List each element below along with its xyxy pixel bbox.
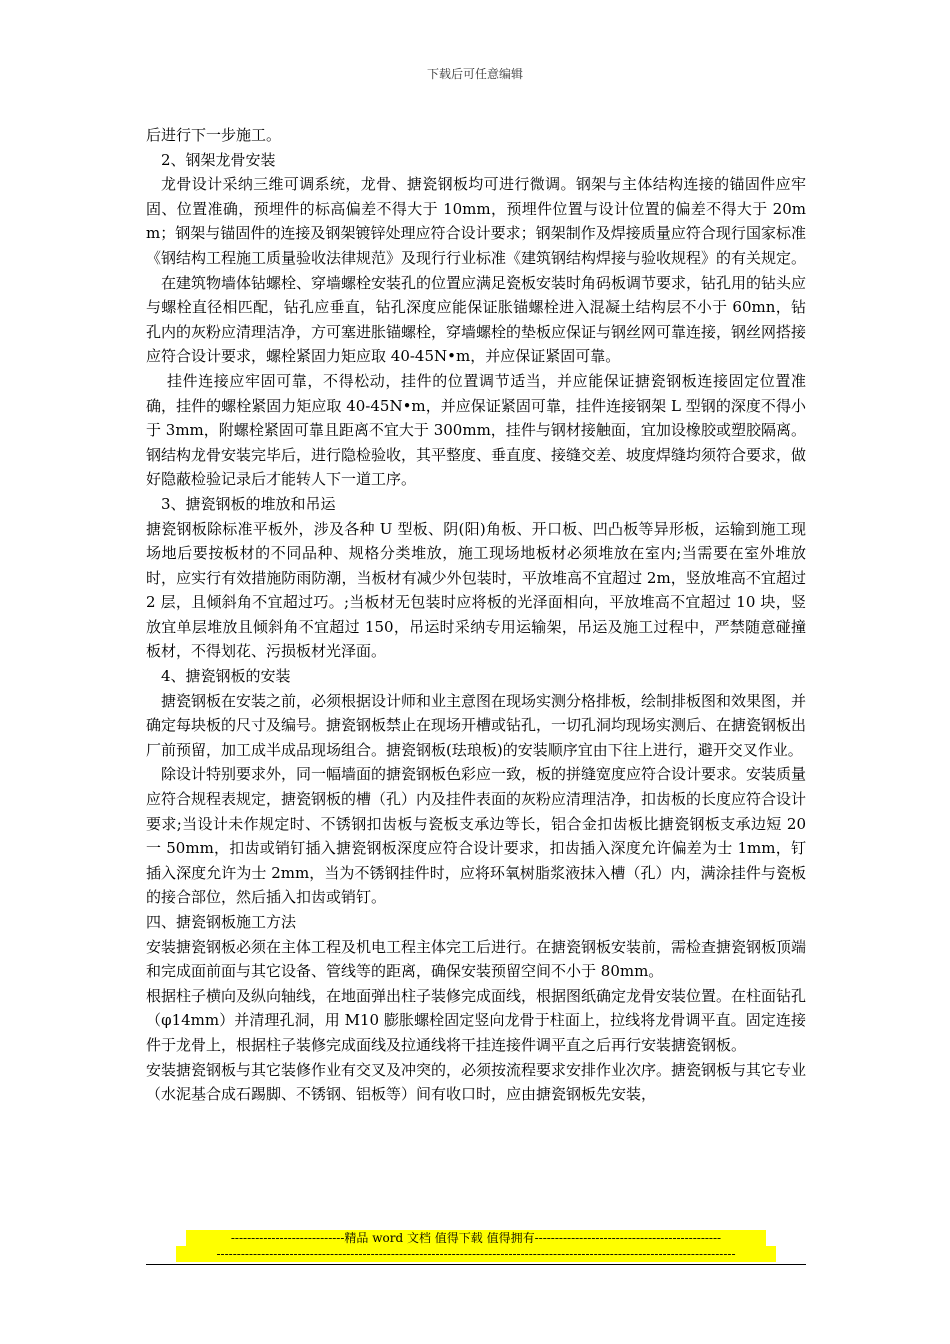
page-header: 下载后可任意编辑	[426, 67, 523, 81]
body-paragraph: 除设计特别要求外，同一幅墙面的搪瓷钢板色彩应一致，板的拼缝宽度应符合设计要求。安装质量应符合规程表规定，搪瓷钢板的槽（孔）内及挂件表面的灰粉应清理洁净，扣齿板的长度应符合设计要求;当设计未作规定时、不锈钢扣齿板与瓷板支承边等长，铝合金扣齿板比搪瓷钢板支承边短 20 一 50mm，扣齿或销钉插入搪瓷钢板深度应符合设计要求，扣齿插入深度允许偏差为士 1mm，钉插入深度允许为士 2mm，当为不锈钢挂件时，应将环氧树脂浆液抹入槽（孔）内，满涂挂件与瓷板的接合部位，然后插入扣齿或销钉。	[146, 765, 807, 907]
footer-banner	[146, 1230, 806, 1262]
footer-promo-line: ----------------------------精品 word 文档 值得下载 值得拥有----------------------------------------------	[186, 1230, 766, 1246]
section-heading: 2、钢架龙骨安装	[161, 150, 276, 169]
section-heading: 4、搪瓷钢板的安装	[161, 667, 291, 686]
body-paragraph: 后进行下一步施工。	[146, 126, 282, 144]
body-paragraph: 龙骨设计采纳三维可调系统，龙骨、搪瓷钢板均可进行微调。钢架与主体结构连接的锚固件应牢固、位置准确，预埋件的标高偏差不得大于 10mm，预埋件位置与设计位置的偏差不得大于 20mm；钢架与锚固件的连接及钢架镀锌处理应符合设计要求；钢架制作及焊接质量应符合现行国家标准《钢结构工程施工质量验收法律规范》及现行行业标准《建筑钢结构焊接与验收规程》的有关规定。	[146, 175, 807, 267]
body-paragraph: 安装搪瓷钢板与其它装修作业有交叉及冲突的，必须按流程要求安排作业次序。搪瓷钢板与其它专业（水泥基合成石踢脚、不锈钢、铝板等）间有收口时，应由搪瓷钢板先安装，	[146, 1060, 807, 1104]
section-heading: 四、搪瓷钢板施工方法	[146, 913, 297, 931]
body-paragraph: 挂件连接应牢固可靠，不得松动，挂件的位置调节适当，并应能保证搪瓷钢板连接固定位置准确，挂件的螺栓紧固力矩应取 40-45N•m，并应保证紧固可靠，挂件连接钢架 L 型钢的深度不得小于 3mm，附螺栓紧固可靠且距离不宜大于 300mm，挂件与钢材接触面，宜加设橡胶或塑胶隔离。钢结构龙骨安装完毕后，进行隐检验收，其平整度、垂直度、接缝交差、坡度焊缝均须符合要求，做好隐蔽检验记录后才能转人下一道工序。	[146, 371, 807, 489]
section-heading: 3、搪瓷钢板的堆放和吊运	[161, 494, 336, 513]
body-paragraph: 在建筑物墙体钻螺栓、穿墙螺栓安装孔的位置应满足瓷板安装时角码板调节要求，钻孔用的钻头应与螺栓直径相匹配，钻孔应垂直，钻孔深度应能保证胀锚螺栓进入混凝土结构层不小于 60mn，钻孔内的灰粉应清理洁净，方可塞进胀锚螺栓，穿墙螺栓的垫板应保证与钢丝网可靠连接，钢丝网搭接应符合设计要求，螺栓紧固力矩应取 40-45N•m，并应保证紧固可靠。	[146, 273, 807, 366]
footer-divider	[146, 1264, 806, 1265]
body-paragraph: 根据柱子横向及纵向轴线，在地面弹出柱子装修完成面线，根据图纸确定龙骨安装位置。在柱面钻孔（φ14mm）并清理孔洞，用 M10 膨胀螺栓固定竖向龙骨于柱面上，拉线将龙骨调平直。固定连接件于龙骨上，根据柱子装修完成面线及拉通线将干挂连接件调平直之后再行安装搪瓷钢板。	[146, 986, 807, 1054]
body-paragraph: 安装搪瓷钢板必须在主体工程及机电工程主体完工后进行。在搪瓷钢板安装前，需检查搪瓷钢板顶端和完成面前面与其它设备、管线等的距离，确保安装预留空间不小于 80mm。	[146, 937, 807, 981]
footer-dash-line: --------------------------------------------------------------------------------------------------------------------------------	[176, 1246, 776, 1262]
document-body	[146, 123, 806, 1107]
body-paragraph: 搪瓷钢板除标准平板外，涉及各种 U 型板、阴(阳)角板、开口板、凹凸板等异形板，运输到施工现场地后要按板材的不同品种、规格分类堆放，施工现场地板材必须堆放在室内;当需要在室外堆放时，应实行有效措施防雨防潮，当板材有减少外包装时，平放堆高不宜超过 2m，竖放堆高不宜超过 2 层，且倾斜角不宜超过巧。;当板材无包装时应将板的光泽面相向，平放堆高不宜超过 10 块，竖放宜单层堆放且倾斜角不宜超过 150，吊运时采纳专用运输架，吊运及施工过程中，严禁随意碰撞板材，不得划花、污损板材光泽面。	[146, 519, 806, 661]
body-paragraph: 搪瓷钢板在安装之前，必须根据设计师和业主意图在现场实测分格排板，绘制排板图和效果图，并确定每块板的尺寸及编号。搪瓷钢板禁止在现场开槽或钻孔，一切孔洞均现场实测后、在搪瓷钢板出厂前预留，加工成半成品现场组合。搪瓷钢板(珐琅板)的安装顺序宜由下往上进行，避开交叉作业。	[146, 691, 807, 759]
